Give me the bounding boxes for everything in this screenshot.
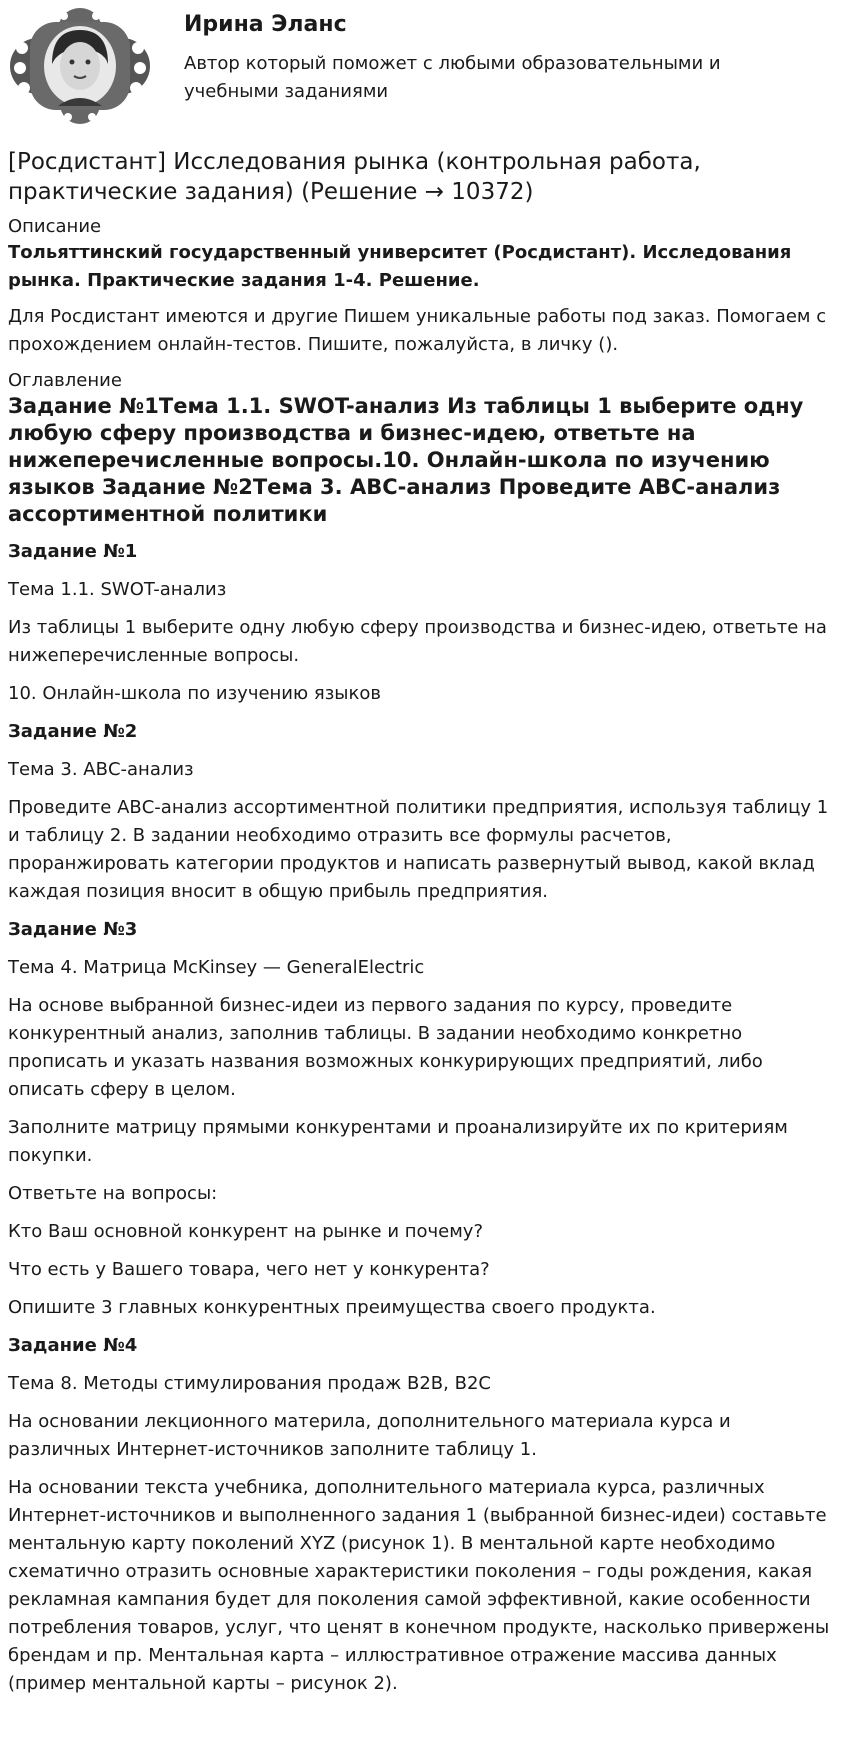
author-name[interactable]: Ирина Эланс: [184, 12, 347, 37]
description-label: Описание: [8, 216, 102, 237]
task-paragraph: Тема 3. АВС-анализ: [8, 759, 194, 780]
task-paragraph: 10. Онлайн-школа по изучению языков: [8, 683, 381, 704]
task-heading: Задание №2: [8, 721, 138, 742]
task-paragraph: Заполните матрицу прямыми конкурентами и проанализируйте их по критериям покупки.: [8, 1117, 788, 1166]
task-paragraph: На основании текста учебника, дополнительного материала курса, различных Интернет-источников и выполненного задания 1 (выбранной бизнес-идеи) составьте ментальную карту поколений XYZ (рисунок 1). В ментальной карте необходимо схематично отразить основные характеристики поколения – годы рождения, какая рекламная кампания будет для поколения самой эффективной, какие особенности потребления товаров, услуг, что ценят в конечном продукте, насколько привержены брендам и пр. Ментальная карта – иллюстративное отражение массива данных (пример ментальной карты – рисунок 2).: [8, 1477, 830, 1694]
task-paragraph: Тема 1.1. SWOT-анализ: [8, 579, 227, 600]
task-paragraph: Ответьте на вопросы:: [8, 1183, 218, 1204]
document-title: [Росдистант] Исследования рынка (контрольная работа, практические задания) (Решение → 10372): [8, 149, 701, 205]
task-paragraph: Проведите АВС-анализ ассортиментной политики предприятия, используя таблицу 1 и таблицу 2. В задании необходимо отразить все формулы расчетов, проранжировать категории продуктов и написать развернутый вывод, какой вклад каждая позиция вносит в общую прибыль предприятия.: [8, 797, 829, 902]
portrait: [44, 26, 116, 106]
task-heading: Задание №1: [8, 541, 138, 562]
task-paragraph: Из таблицы 1 выберите одну любую сферу производства и бизнес-идею, ответьте на нижеперечисленные вопросы.: [8, 617, 827, 666]
task-paragraph: Что есть у Вашего товара, чего нет у конкурента?: [8, 1259, 490, 1280]
task-paragraph: Кто Ваш основной конкурент на рынке и почему?: [8, 1221, 484, 1242]
toc-label: Оглавление: [8, 370, 122, 391]
author-description: Автор который поможет с любыми образовательными и учебными заданиями: [184, 53, 721, 102]
description-intro: Для Росдистант имеются и другие Пишем уникальные работы под заказ. Помогаем с прохождением онлайн-тестов. Пишите, пожалуйста, в личку ().: [8, 306, 827, 355]
document-page: [8, 0, 836, 1708]
task-paragraph: На основании лекционного материла, дополнительного материала курса и различных Интернет-источников заполните таблицу 1.: [8, 1411, 731, 1460]
author-card: [8, 0, 836, 128]
author-avatar[interactable]: [8, 8, 152, 124]
task-2: [8, 718, 836, 906]
description-lead: Тольяттинский государственный университет (Росдистант). Исследования рынка. Практические задания 1-4. Решение.: [8, 242, 792, 291]
task-paragraph: На основе выбранной бизнес-идеи из первого задания по курсу, проведите конкурентный анализ, заполнив таблицы. В задании необходимо конкретно прописать и указать названия возможных конкурирующих предприятий, либо описать сферу в целом.: [8, 995, 763, 1100]
task-1: [8, 538, 836, 708]
toc-text: Задание №1Тема 1.1. SWOT-анализ Из таблицы 1 выберите одну любую сферу производства и бизнес-идею, ответьте на нижеперечисленные вопросы.10. Онлайн-школа по изучению языков Задание №2Тема 3. АВС-анализ Проведите АВС-анализ ассортиментной политики: [8, 394, 804, 526]
task-paragraph: Тема 4. Матрица McKinsey — GeneralElectric: [8, 957, 425, 978]
task-3: [8, 916, 836, 1322]
task-heading: Задание №3: [8, 919, 138, 940]
task-4: [8, 1332, 836, 1698]
task-paragraph: Тема 8. Методы стимулирования продаж B2B, B2C: [8, 1373, 491, 1394]
task-paragraph: Опишите 3 главных конкурентных преимущества своего продукта.: [8, 1297, 656, 1318]
task-heading: Задание №4: [8, 1335, 138, 1356]
